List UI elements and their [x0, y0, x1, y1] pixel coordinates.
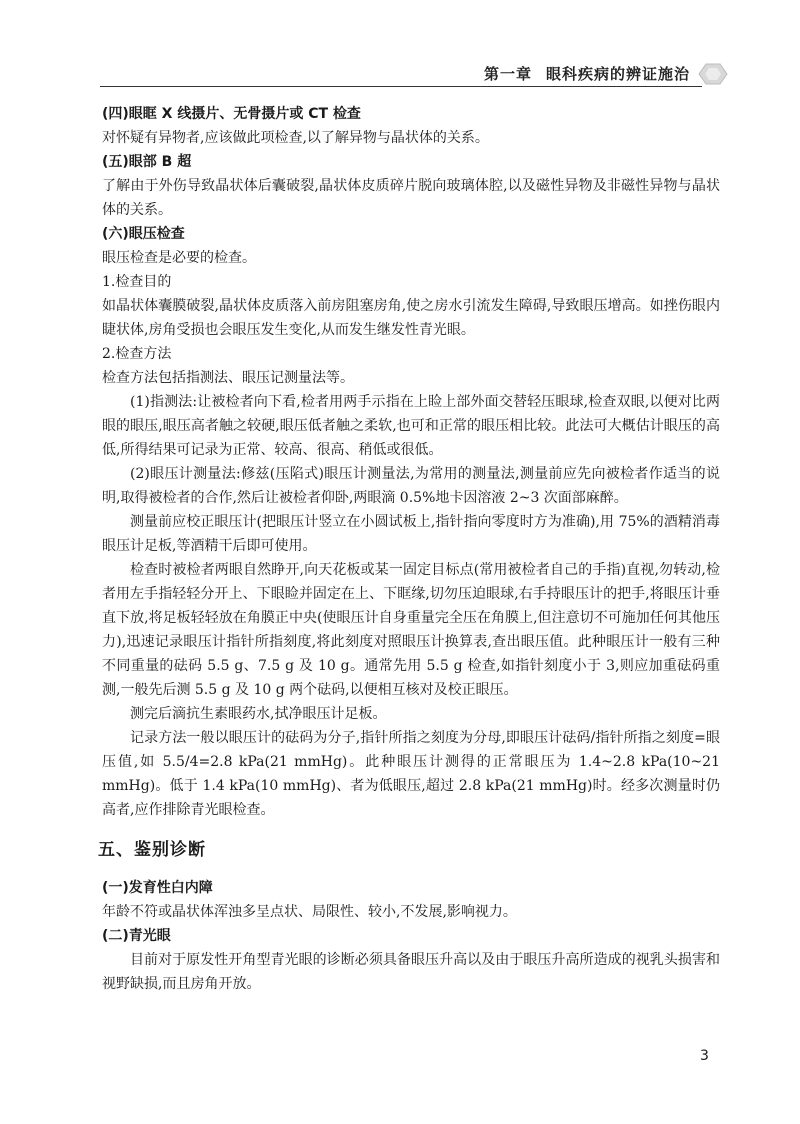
paragraph: 对怀疑有异物者,应该做此项检查,以了解异物与晶状体的关系。 — [102, 130, 489, 146]
paragraph: 目前对于原发性开角型青光眼的诊断必须具备眼压升高以及由于眼压升高所造成的视乳头损害和视野缺损,而且房角开放。 — [102, 952, 720, 992]
paragraph: 测完后滴抗生素眼药水,拭净眼压计足板。 — [130, 706, 387, 722]
paragraph: 眼压检查是必要的检查。 — [102, 250, 256, 266]
hexagon-decoration-icon — [698, 62, 728, 86]
subheading: 2.检查方法 — [102, 346, 172, 362]
chapter-section-heading: 五、鉴别诊断 — [98, 840, 206, 860]
page-body — [98, 102, 720, 996]
section-heading: (五)眼部 B 超 — [102, 154, 192, 170]
paragraph: 年龄不符或晶状体浑浊多呈点状、局限性、较小,不发展,影响视力。 — [102, 904, 517, 920]
header-title — [484, 63, 690, 84]
header-rule — [100, 86, 702, 87]
chapter-label: 第一章 — [483, 65, 532, 83]
chapter-title: 眼科疾病的辨证施治 — [545, 65, 690, 83]
paragraph: 如晶状体囊膜破裂,晶状体皮质落入前房阻塞房角,使之房水引流发生障碍,导致眼压增高。如挫伤眼内睫状体,房角受损也会眼压发生变化,从而发生继发性青光眼。 — [102, 298, 720, 338]
section-heading: (四)眼眶 X 线摄片、无骨摄片或 CT 检查 — [102, 106, 361, 122]
section-heading: (一)发育性白内障 — [102, 880, 213, 896]
paragraph: (1)指测法:让被检者向下看,检者用两手示指在上睑上部外面交替轻压眼球,检查双眼,以便对比两眼的眼压,眼压高者触之较硬,眼压低者触之柔软,也可和正常的眼压相比较。此法可大概估计眼压的高低,所得结果可记录为正常、较高、很高、稍低或很低。 — [102, 394, 720, 458]
paragraph: (2)眼压计测量法:修兹(压陷式)眼压计测量法,为常用的测量法,测量前应先向被检者作适当的说明,取得被检者的合作,然后让被检者仰卧,两眼滴 0.5%地卡因溶液 2~3 次面部麻醉。 — [102, 466, 720, 506]
page-number: 3 — [700, 1048, 709, 1064]
section-heading: (二)青光眼 — [102, 928, 171, 944]
running-header — [100, 58, 730, 88]
section-heading: (六)眼压检查 — [102, 226, 185, 242]
paragraph: 测量前应校正眼压计(把眼压计竖立在小圆试板上,指针指向零度时方为准确),用 75%的酒精消毒眼压计足板,等酒精干后即可使用。 — [102, 514, 720, 554]
paragraph: 了解由于外伤导致晶状体后囊破裂,晶状体皮质碎片脱向玻璃体腔,以及磁性异物及非磁性异物与晶状体的关系。 — [102, 178, 720, 218]
paragraph: 检查方法包括指测法、眼压记测量法等。 — [102, 370, 354, 386]
subheading: 1.检查目的 — [102, 274, 172, 290]
paragraph: 记录方法一般以眼压计的砝码为分子,指针所指之刻度为分母,即眼压计砝码/指针所指之刻度=眼压值,如 5.5/4=2.8 kPa(21 mmHg)。此种眼压计测得的正常眼压为 1.4~2.8 kPa(10~21 mmHg)。低于 1.4 kPa(10 mmHg)、者为低眼压,超过 2.8 kPa(21 mmHg)时。经多次测量时仍高者,应作排除青光眼检查。 — [102, 730, 720, 818]
paragraph: 检查时被检者两眼自然睁开,向天花板或某一固定目标点(常用被检者自己的手指)直视,勿转动,检者用左手指轻轻分开上、下眼睑并固定在上、下眶缘,切勿压迫眼球,右手持眼压计的把手,将眼压计垂直下放,将足板轻轻放在角膜正中央(使眼压计自身重量完全压在角膜上,但注意切不可施加任何其他压力),迅速记录眼压计指针所指刻度,将此刻度对照眼压计换算表,查出眼压值。此种眼压计一般有三种不同重量的砝码 5.5 g、7.5 g 及 10 g。通常先用 5.5 g 检查,如指针刻度小于 3,则应加重砝码重测,一般先后测 5.5 g 及 10 g 两个砝码,以便相互核对及校正眼压。 — [102, 562, 720, 698]
